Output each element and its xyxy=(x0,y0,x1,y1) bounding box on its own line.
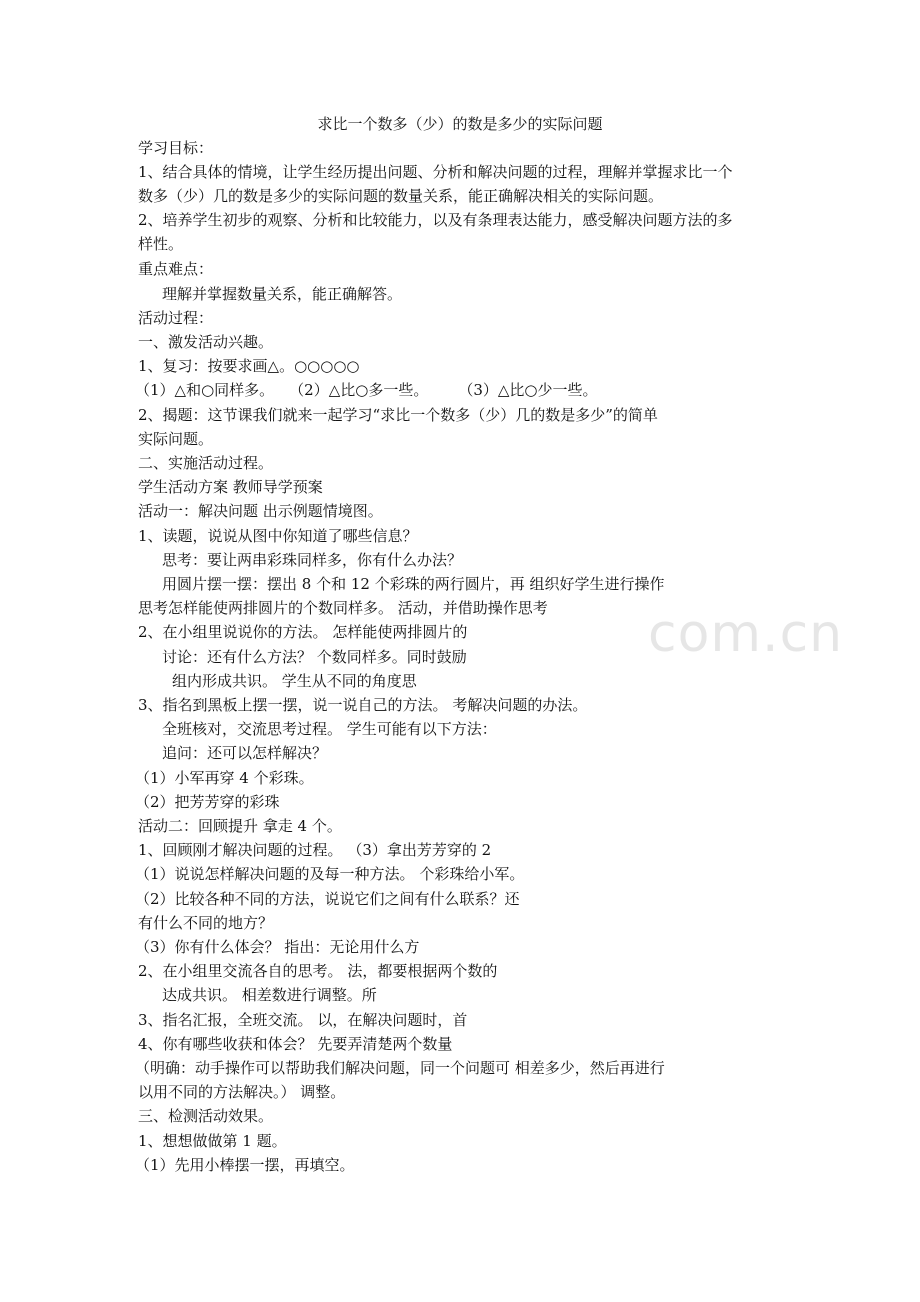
watermark: com.cn xyxy=(648,604,844,664)
text-line: （3）你有什么体会？ 指出：无论用什么方 xyxy=(135,938,420,956)
text-line: 达成共识。 相差数进行调整。所 xyxy=(162,986,377,1004)
text-line: 2、培养学生初步的观察、分析和比较能力，以及有条理表达能力，感受解决问题方法的多 xyxy=(138,211,733,229)
text-line: 有什么不同的地方？ xyxy=(138,914,274,932)
text-line: 2、在小组里说说你的方法。 怎样能使两排圆片的 xyxy=(138,623,468,641)
text-line: 2、揭题：这节课我们就来一起学习“求比一个数多（少）几的数是多少”的简单 xyxy=(138,406,658,424)
text-line: 1、结合具体的情境，让学生经历提出问题、分析和解决问题的过程，理解并掌握求比一个 xyxy=(138,163,733,181)
text-line: 全班核对，交流思考过程。 学生可能有以下方法： xyxy=(162,720,497,738)
text-line: （2）把芳芳穿的彩珠 xyxy=(135,793,280,811)
text-line: （明确：动手操作可以帮助我们解决问题，同一个问题可 相差多少，然后再进行 xyxy=(135,1059,665,1077)
text-line: 样性。 xyxy=(138,235,184,253)
text-line: 学生活动方案 教师导学预案 xyxy=(138,478,323,496)
text-line: 思考怎样能使两排圆片的个数同样多。 活动，并借助操作思考 xyxy=(138,599,548,617)
text-line: （1）小军再穿 4 个彩珠。 xyxy=(135,769,314,787)
text-line: 思考：要让两串彩珠同样多，你有什么办法？ xyxy=(162,551,463,569)
text-line: 活动过程： xyxy=(138,309,214,327)
text-line: 3、指名汇报，全班交流。 以，在解决问题时，首 xyxy=(138,1011,468,1029)
text-line: 1、读题，说说从图中你知道了哪些信息？ xyxy=(138,527,418,545)
text-line: 4、你有哪些收获和体会？ 先要弄清楚两个数量 xyxy=(138,1035,453,1053)
text-line: （2）比较各种不同的方法，说说它们之间有什么联系？还 xyxy=(135,890,520,908)
text-line: 一、激发活动兴趣。 xyxy=(138,333,274,351)
text-line: 实际问题。 xyxy=(138,430,214,448)
text-line: （1）△和○同样多。 （2）△比○多一些。 （3）△比○少一些。 xyxy=(135,381,598,399)
text-line: 二、实施活动过程。 xyxy=(138,454,274,472)
text-line: 讨论：还有什么方法？ 个数同样多。同时鼓励 xyxy=(162,648,467,666)
text-line: 1、想想做做第 1 题。 xyxy=(138,1132,287,1150)
text-line: 三、检测活动效果。 xyxy=(138,1107,274,1125)
text-line: 以用不同的方法解决。） 调整。 xyxy=(138,1083,346,1101)
text-line: 重点难点： xyxy=(138,260,214,278)
text-line: （1）先用小棒摆一摆，再填空。 xyxy=(135,1156,355,1174)
text-line: 1、复习：按要求画△。○○○○○ xyxy=(138,357,360,375)
text-line: 组内形成共识。 学生从不同的角度思 xyxy=(172,672,417,690)
text-line: 2、在小组里交流各自的思考。 法，都要根据两个数的 xyxy=(138,962,498,980)
text-line: 追问：还可以怎样解决？ xyxy=(162,744,328,762)
text-line: 活动二：回顾提升 拿走 4 个。 xyxy=(138,817,342,835)
text-line: 3、指名到黑板上摆一摆，说一说自己的方法。 考解决问题的办法。 xyxy=(138,696,588,714)
text-line: 理解并掌握数量关系，能正确解答。 xyxy=(162,285,403,303)
text-line: 学习目标： xyxy=(138,139,214,157)
page-title: 求比一个数多（少）的数是多少的实际问题 xyxy=(317,115,603,133)
text-line: （1）说说怎样解决问题的及每一种方法。 个彩珠给小军。 xyxy=(135,865,525,883)
text-line: 活动一：解决问题 出示例题情境图。 xyxy=(138,502,383,520)
text-line: 数多（少）几的数是多少的实际问题的数量关系，能正确解决相关的实际问题。 xyxy=(138,187,664,205)
text-line: 1、回顾刚才解决问题的过程。 （3）拿出芳芳穿的 2 xyxy=(138,841,492,859)
text-line: 用圆片摆一摆：摆出 8 个和 12 个彩珠的两行圆片，再 组织好学生进行操作 xyxy=(162,575,665,593)
